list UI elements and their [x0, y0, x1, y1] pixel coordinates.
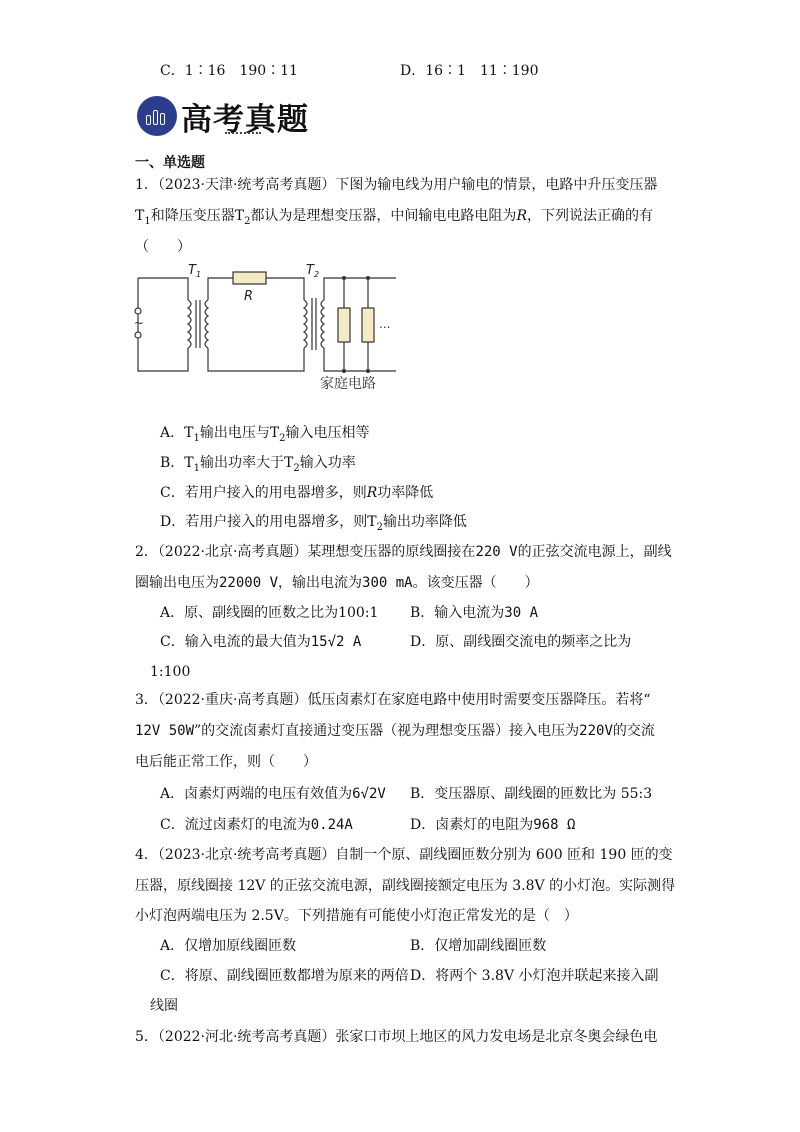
q4-option-b: B．仅增加副线圈匝数	[410, 938, 547, 954]
t1-label: $T_1$	[188, 264, 202, 279]
q1-option-a: A．$T_1$输出电压与$T_2$输入电压相等	[160, 425, 370, 444]
prev-option-d: D．16∶1 11∶190	[400, 63, 539, 79]
badge-title: 高考真题	[181, 102, 309, 138]
q4-option-d-cont: 线圈	[150, 998, 178, 1014]
bar-chart-icon	[137, 96, 177, 136]
q2-line1: 2．（2022·北京·高考真题）某理想变压器的原线圈接在220 V的正弦交流电源上，副线	[135, 544, 672, 560]
badge-underline	[225, 132, 261, 137]
q4-option-d: D．将两个 3.8V 小灯泡并联起来接入副	[410, 968, 659, 984]
q3-option-c: C．流过卤素灯的电流为0.24A	[160, 817, 353, 833]
q3-line2: 12V 50W”的交流卤素灯直接通过变压器（视为理想变压器）接入电压为220V的交流	[135, 723, 655, 739]
q3-line3: 电后能正常工作，则（ ）	[135, 754, 317, 770]
q1-line1: 1．（2023·天津·统考高考真题）下图为输电线为用户输电的情景，电路中升压变压器	[135, 177, 658, 193]
load-2	[362, 308, 374, 342]
q5-line1: 5．（2022·河北·统考高考真题）张家口市坝上地区的风力发电场是北京冬奥会绿色电	[135, 1029, 658, 1045]
q1-option-b: B．$T_1$输出功率大于$T_2$输入功率	[160, 455, 356, 474]
q2-line2: 圈输出电压为22000 V，输出电流为300 mA。该变压器（ ）	[135, 575, 539, 591]
q3-option-d: D．卤素灯的电阻为968 Ω	[410, 817, 576, 833]
figure-caption: 家庭电路	[320, 376, 376, 392]
prev-option-c: C．1∶16 190∶11	[160, 63, 298, 79]
q4-line3: 小灯泡两端电压为 2.5V。下列措施有可能使小灯泡正常发光的是（ ）	[135, 908, 578, 924]
r-label: R	[244, 289, 254, 304]
resistor-r	[233, 272, 266, 284]
q2-option-c: C．输入电流的最大值为15√2 A	[160, 634, 362, 650]
q4-line1: 4．（2023·北京·统考高考真题）自制一个原、副线圈匝数分别为 600 匝和 190 匝的变	[135, 847, 673, 863]
section-title: 一、单选题	[135, 155, 205, 171]
q1-option-c: C．若用户接入的用电器增多，则R功率降低	[160, 485, 434, 501]
q4-line2: 压器，原线圈接 12V 的正弦交流电源，副线圈接额定电压为 3.8V 的小灯泡。实际测得	[135, 878, 676, 894]
t2-label: $T_2$	[306, 264, 320, 279]
q1-line3: （ ）	[135, 239, 191, 255]
circuit-diagram	[128, 264, 408, 394]
gaokao-badge	[137, 94, 309, 138]
source-terminal-top	[135, 308, 141, 314]
q3-option-a: A．卤素灯两端的电压有效值为6√2V	[160, 786, 386, 802]
q1-option-d: D．若用户接入的用电器增多，则$T_2$输出功率降低	[160, 514, 467, 533]
q4-option-c: C．将原、副线圈匝数都增为原来的两倍	[160, 968, 409, 984]
q2-option-a: A．原、副线圈的匝数之比为100:1	[160, 605, 379, 621]
q2-option-d-cont: 1:100	[150, 664, 191, 680]
dots-label: ...	[379, 317, 391, 331]
q3-line1: 3．（2022·重庆·高考真题）低压卤素灯在家庭电路中使用时需要变压器降压。若将“	[135, 692, 651, 708]
load-1	[338, 308, 350, 342]
q3-option-b: B．变压器原、副线圈的匝数比为 55:3	[410, 786, 653, 802]
q2-option-d: D．原、副线圈交流电的频率之比为	[410, 634, 632, 650]
q4-option-a: A．仅增加原线圈匝数	[160, 938, 297, 954]
source-terminal-bottom	[135, 332, 141, 338]
q1-line2: $T_1$和降压变压器$T_2$都认为是理想变压器，中间输电电路电阻为R，下列说法正确的有	[135, 208, 653, 227]
source-label: ~	[134, 316, 145, 330]
q2-option-b: B．输入电流为30 A	[410, 605, 539, 621]
